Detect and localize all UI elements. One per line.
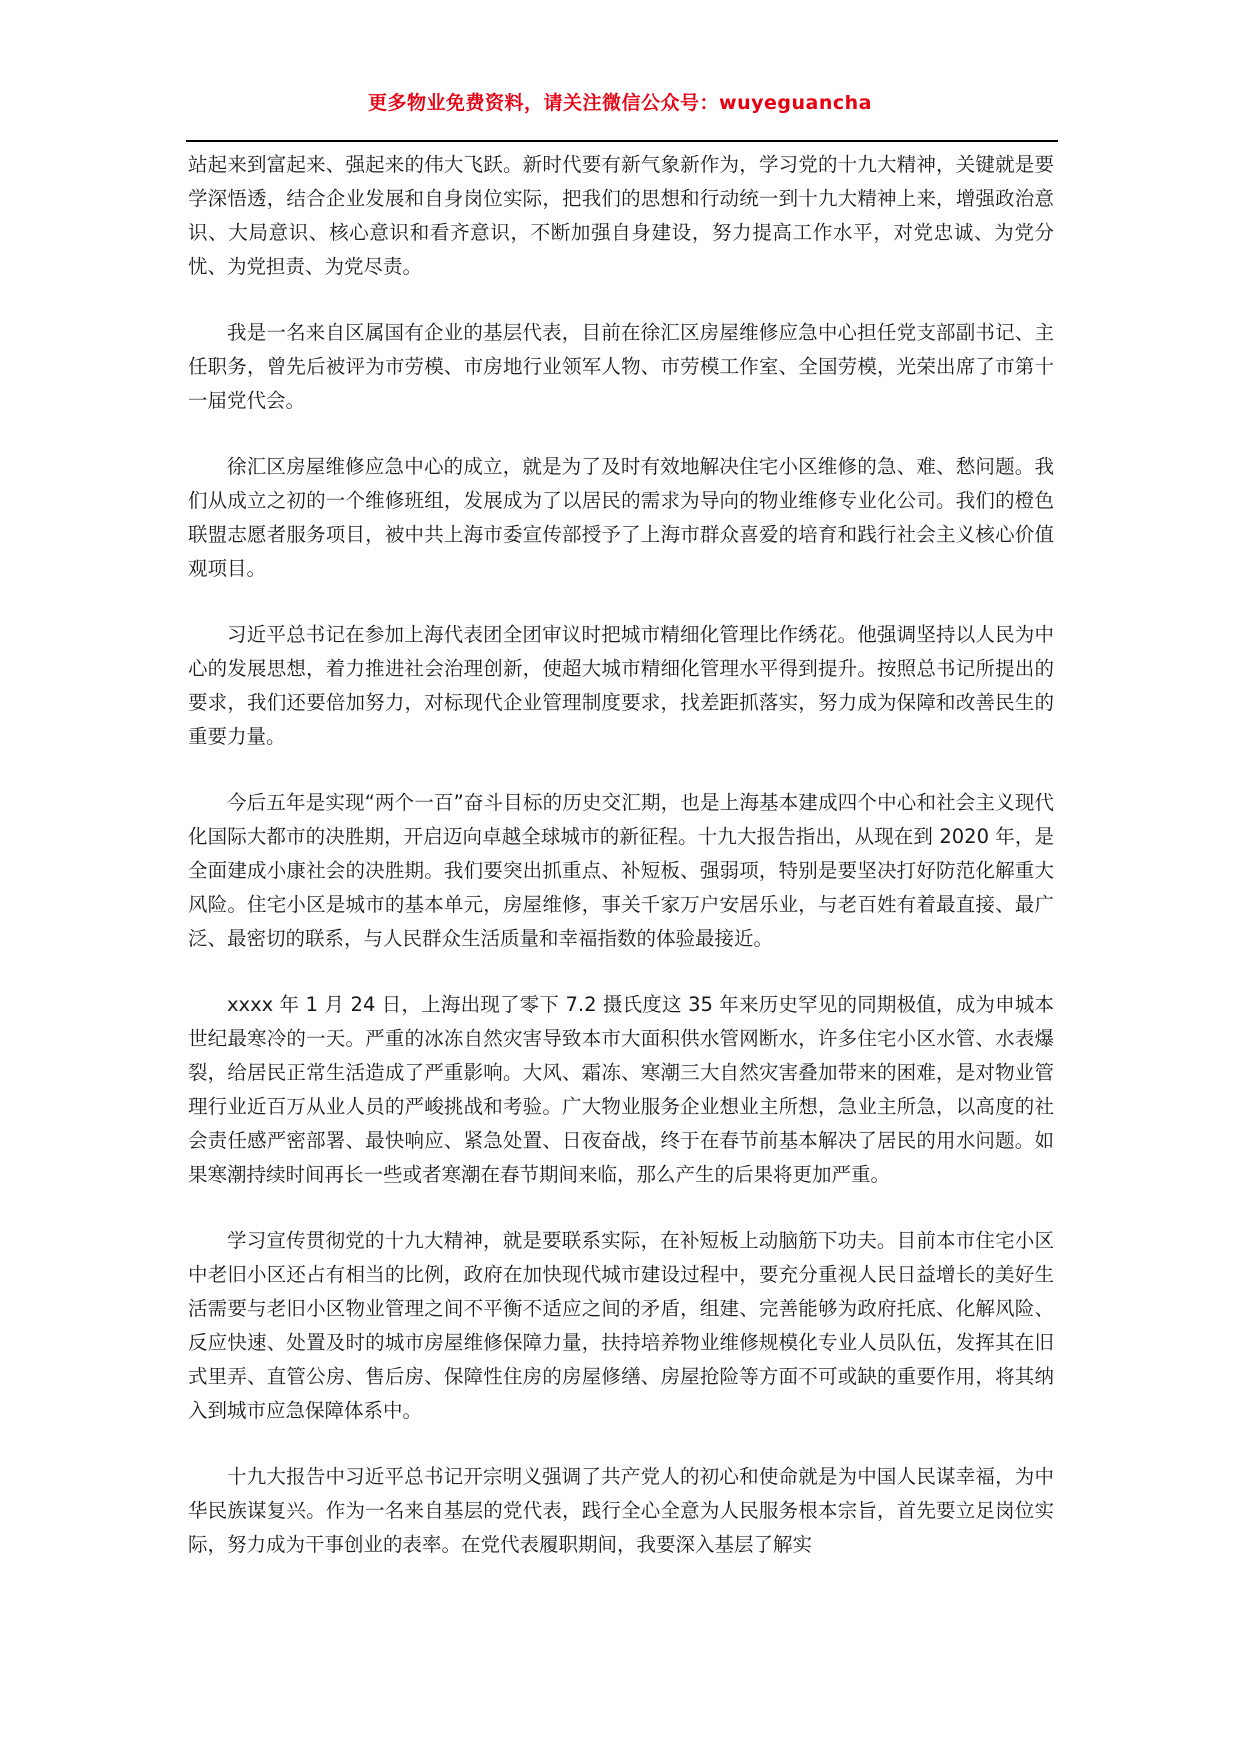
paragraph-4: 习近平总书记在参加上海代表团全团审议时把城市精细化管理比作绣花。他强调坚持以人民为中心的发展思想，着力推进社会治理创新，使超大城市精细化管理水平得到提升。按照总书记所提出的要求，我们还要倍加努力，对标现代企业管理制度要求，找差距抓落实，努力成为保障和改善民生的重要力量。 [188, 623, 1054, 748]
document-body [188, 148, 1054, 1594]
paragraph-7: 学习宣传贯彻党的十九大精神，就是要联系实际，在补短板上动脑筋下功夫。目前本市住宅小区中老旧小区还占有相当的比例，政府在加快现代城市建设过程中，要充分重视人民日益增长的美好生活需要与老旧小区物业管理之间不平衡不适应之间的矛盾，组建、完善能够为政府托底、化解风险、反应快速、处置及时的城市房屋维修保障力量，扶持培养物业维修规模化专业人员队伍，发挥其在旧式里弄、直管公房、售后房、保障性住房的房屋修缮、房屋抢险等方面不可或缺的重要作用，将其纳入到城市应急保障体系中。 [188, 1229, 1054, 1422]
paragraph-6: xxxx 年 1 月 24 日，上海出现了零下 7.2 摄氏度这 35 年来历史罕见的同期极值，成为申城本世纪最寒冷的一天。严重的冰冻自然灾害导致本市大面积供水管网断水，许多住宅小区水管、水表爆裂，给居民正常生活造成了严重影响。大风、霜冻、寒潮三大自然灾害叠加带来的困难，是对物业管理行业近百万从业人员的严峻挑战和考验。广大物业服务企业想业主所想，急业主所急，以高度的社会责任感严密部署、最快响应、紧急处置、日夜奋战，终于在春节前基本解决了居民的用水问题。如果寒潮持续时间再长一些或者寒潮在春节期间来临，那么产生的后果将更加严重。 [188, 993, 1054, 1186]
page-header-banner: 更多物业免费资料，请关注微信公众号：wuyeguancha [368, 92, 872, 114]
paragraph-3: 徐汇区房屋维修应急中心的成立，就是为了及时有效地解决住宅小区维修的急、难、愁问题。我们从成立之初的一个维修班组，发展成为了以居民的需求为导向的物业维修专业化公司。我们的橙色联盟志愿者服务项目，被中共上海市委宣传部授予了上海市群众喜爱的培育和践行社会主义核心价值观项目。 [188, 455, 1054, 580]
paragraph-2: 我是一名来自区属国有企业的基层代表，目前在徐汇区房屋维修应急中心担任党支部副书记、主任职务，曾先后被评为市劳模、市房地行业领军人物、市劳模工作室、全国劳模，光荣出席了市第十一届党代会。 [188, 321, 1054, 412]
header-divider [186, 140, 1058, 142]
paragraph-5: 今后五年是实现“两个一百”奋斗目标的历史交汇期，也是上海基本建成四个中心和社会主义现代化国际大都市的决胜期，开启迈向卓越全球城市的新征程。十九大报告指出，从现在到 2020 年，是全面建成小康社会的决胜期。我们要突出抓重点、补短板、强弱项，特别是要坚决打好防范化解重大风险。住宅小区是城市的基本单元，房屋维修，事关千家万户安居乐业，与老百姓有着最直接、最广泛、最密切的联系，与人民群众生活质量和幸福指数的体验最接近。 [188, 791, 1054, 950]
paragraph-8: 十九大报告中习近平总书记开宗明义强调了共产党人的初心和使命就是为中国人民谋幸福，为中华民族谋复兴。作为一名来自基层的党代表，践行全心全意为人民服务根本宗旨，首先要立足岗位实际，努力成为干事创业的表率。在党代表履职期间，我要深入基层了解实 [188, 1465, 1054, 1556]
paragraph-1: 站起来到富起来、强起来的伟大飞跃。新时代要有新气象新作为，学习党的十九大精神，关键就是要学深悟透，结合企业发展和自身岗位实际，把我们的思想和行动统一到十九大精神上来，增强政治意识、大局意识、核心意识和看齐意识，不断加强自身建设，努力提高工作水平，对党忠诚、为党分忧、为党担责、为党尽责。 [188, 153, 1054, 278]
